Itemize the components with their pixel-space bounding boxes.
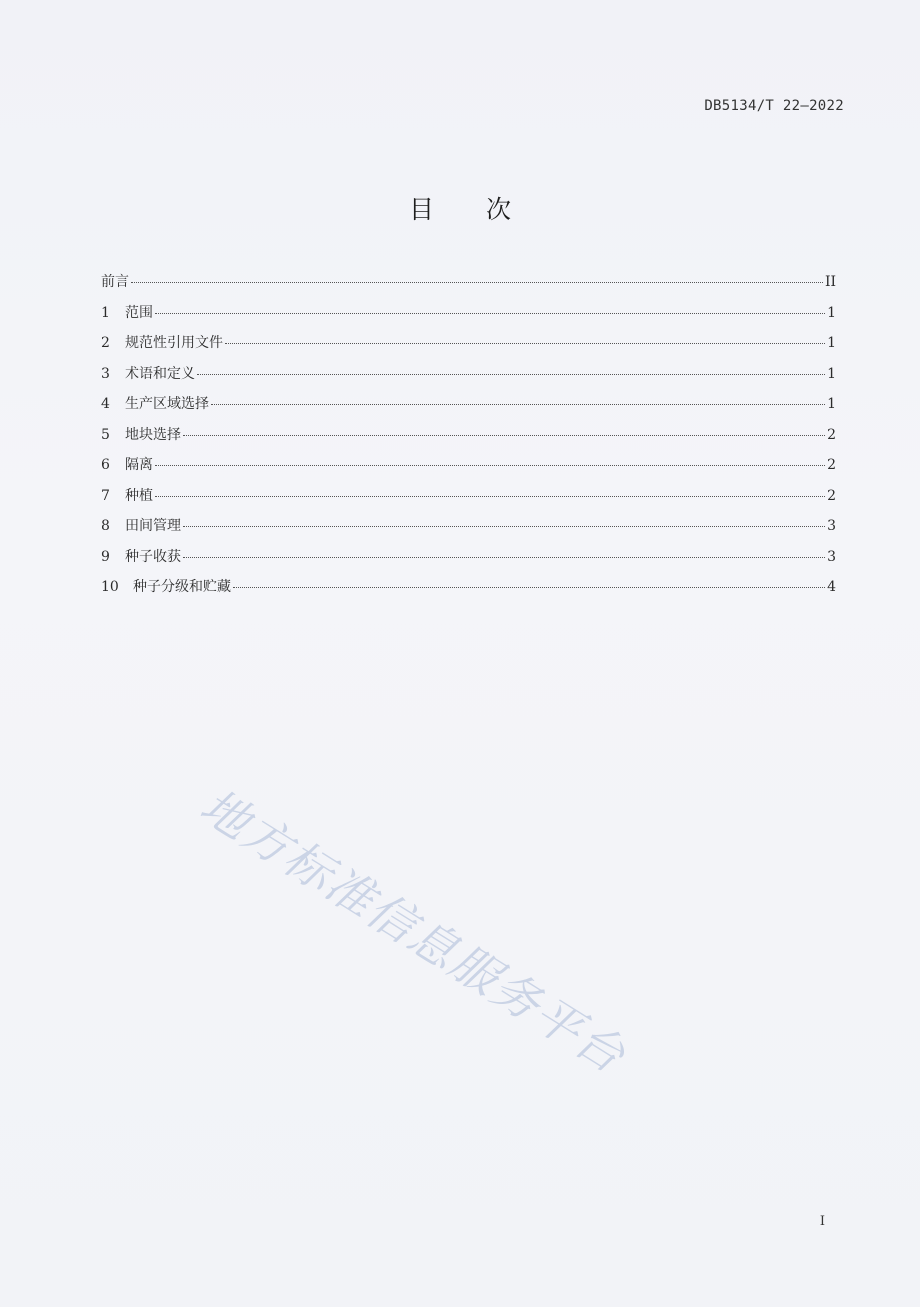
toc-entry-number: 10 [101, 579, 119, 595]
toc-entry-page: II [824, 274, 836, 290]
toc-leader-dots [131, 282, 823, 283]
toc-entry-10[interactable] [101, 576, 836, 607]
toc-entry-page: 3 [827, 548, 836, 565]
document-code: DB5134/T 22—2022 [704, 98, 844, 114]
toc-entry-page: 2 [827, 426, 836, 443]
toc-entry-label: 生产区域选择 [125, 396, 209, 412]
toc-entry-4[interactable] [101, 393, 836, 424]
toc-entry-8[interactable] [101, 515, 836, 546]
toc-entry-page: 2 [827, 457, 836, 473]
toc-entry-6[interactable] [101, 454, 836, 485]
table-of-contents [101, 271, 836, 607]
toc-leader-dots [225, 343, 825, 344]
toc-leader-dots [155, 313, 825, 314]
toc-title-char-2: 次 [486, 195, 512, 224]
toc-entry-page: 2 [827, 487, 836, 504]
toc-entry-number: 5 [101, 426, 110, 443]
toc-entry-number: 4 [101, 396, 110, 412]
toc-entry-label: 种子收获 [125, 548, 181, 565]
toc-title [0, 190, 920, 226]
toc-entry-number: 2 [101, 335, 110, 351]
toc-entry-7[interactable] [101, 485, 836, 516]
toc-entry-label: 地块选择 [125, 426, 181, 443]
toc-leader-dots [183, 526, 825, 527]
toc-entry-number: 8 [101, 518, 110, 534]
toc-entry-1[interactable] [101, 302, 836, 333]
watermark-text: 地方标准信息服务平台 [190, 778, 636, 1085]
toc-entry-number: 1 [101, 304, 110, 321]
toc-entry-label: 范围 [125, 304, 153, 321]
toc-entry-label: 规范性引用文件 [125, 335, 223, 351]
toc-leader-dots [211, 404, 825, 405]
toc-entry-number: 6 [101, 457, 110, 473]
toc-leader-dots [233, 587, 825, 588]
toc-entry-page: 1 [827, 304, 836, 321]
toc-title-char-1: 目 [408, 195, 434, 224]
toc-entry-page: 1 [827, 396, 836, 412]
toc-entry-page: 3 [827, 518, 836, 534]
toc-entry-9[interactable] [101, 546, 836, 577]
toc-entry-label: 术语和定义 [125, 365, 195, 382]
toc-leader-dots [155, 465, 825, 466]
toc-entry-number: 7 [101, 487, 110, 504]
toc-entry-3[interactable] [101, 363, 836, 394]
toc-entry-number: 9 [101, 548, 110, 565]
toc-entry-5[interactable] [101, 424, 836, 455]
toc-entry-2[interactable] [101, 332, 836, 363]
toc-leader-dots [197, 374, 825, 375]
toc-entry-page: 4 [827, 579, 836, 595]
toc-leader-dots [183, 435, 825, 436]
toc-leader-dots [155, 496, 825, 497]
toc-entry-page: 1 [827, 335, 836, 351]
toc-entry-label: 田间管理 [125, 518, 181, 534]
toc-entry-label: 前言 [101, 274, 129, 290]
toc-entry-number: 3 [101, 365, 110, 382]
toc-entry-label: 种子分级和贮藏 [133, 579, 231, 595]
toc-entry-label: 隔离 [125, 457, 153, 473]
toc-leader-dots [183, 557, 825, 558]
toc-entry-page: 1 [827, 365, 836, 382]
page-number: I [819, 1214, 825, 1229]
toc-entry-foreword[interactable] [101, 271, 836, 302]
toc-entry-label: 种植 [125, 487, 153, 504]
